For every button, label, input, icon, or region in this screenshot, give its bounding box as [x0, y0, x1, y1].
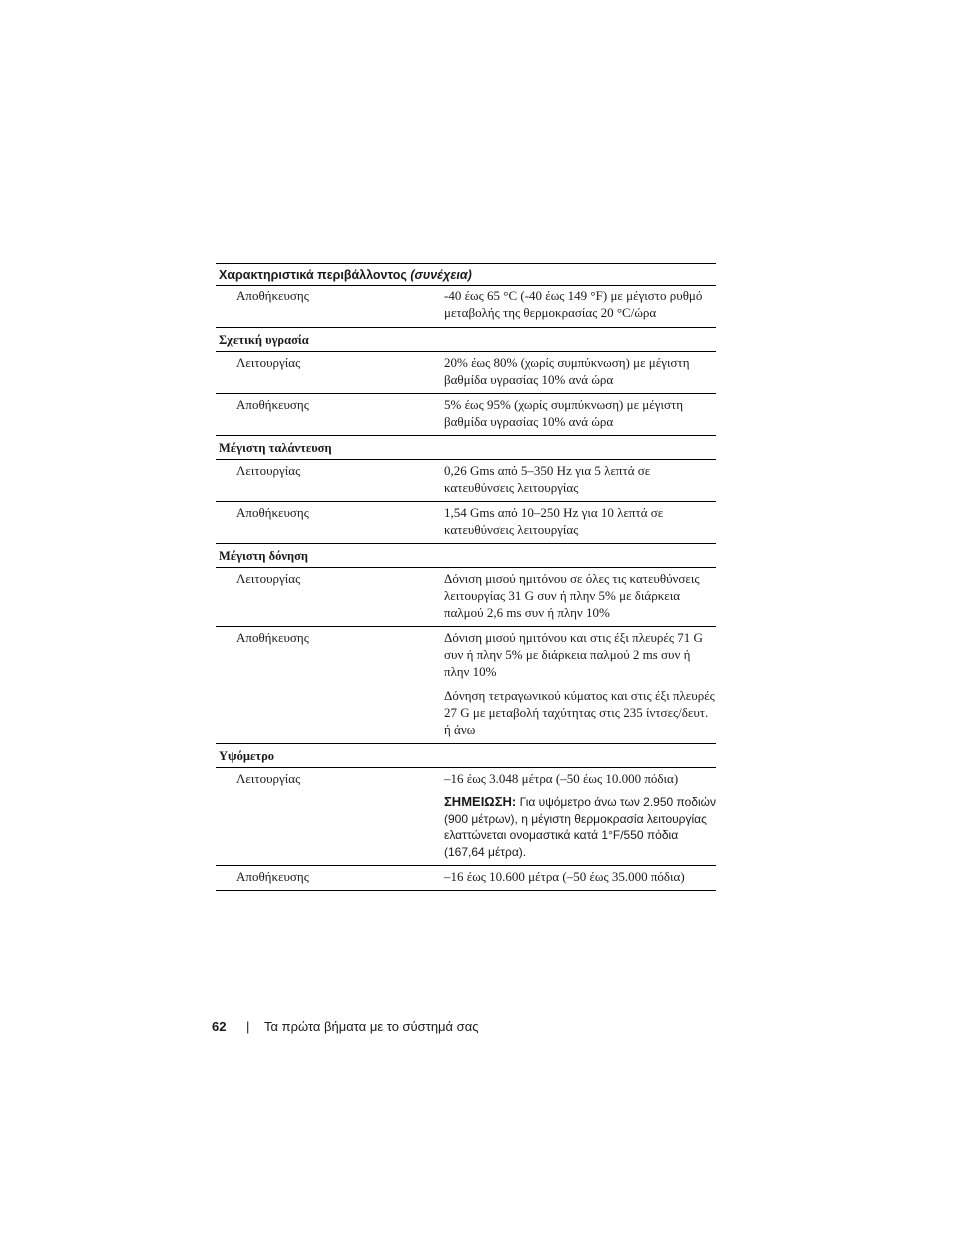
table-row	[216, 394, 716, 436]
humidity-operating-value: 20% έως 80% (χωρίς συμπύκνωση) με μέγιστη βαθμίδα υγρασίας 10% ανά ώρα	[432, 352, 716, 394]
humidity-operating-label: Λειτουργίας	[216, 352, 432, 394]
table-row	[216, 627, 716, 744]
table-row	[216, 768, 716, 866]
environmental-specs-table	[216, 263, 716, 891]
shock-storage-label: Αποθήκευσης	[216, 627, 432, 744]
vibration-heading: Μέγιστη ταλάντευση	[216, 436, 716, 460]
table-row	[216, 460, 716, 502]
shock-operating-label: Λειτουργίας	[216, 568, 432, 627]
page-number: 62	[212, 1019, 227, 1034]
table-row	[216, 866, 716, 891]
note-label: ΣΗΜΕΙΩΣΗ:	[444, 794, 517, 809]
humidity-heading: Σχετική υγρασία	[216, 328, 716, 352]
altitude-operating-label: Λειτουργίας	[216, 768, 432, 866]
shock-storage-paragraph-1: Δόνιση μισού ημιτόνου και στις έξι πλευρές 71 G συν ή πλην 5% με διάρκεια παλμού 2 ms συν ή πλην 10%	[444, 630, 703, 679]
footer-title: Τα πρώτα βήματα με το σύστημά σας	[264, 1019, 479, 1034]
vibration-operating-label: Λειτουργίας	[216, 460, 432, 502]
shock-heading: Μέγιστη δόνηση	[216, 544, 716, 568]
temperature-storage-value: -40 έως 65 °C (-40 έως 149 °F) με μέγιστο ρυθμό μεταβολής της θερμοκρασίας 20 °C/ώρα	[432, 286, 716, 328]
table-row	[216, 352, 716, 394]
altitude-storage-value: –16 έως 10.600 μέτρα (–50 έως 35.000 πόδια)	[432, 866, 716, 891]
altitude-note	[444, 794, 716, 860]
table-row	[216, 286, 716, 328]
section-row	[216, 328, 716, 352]
altitude-operating-value	[432, 768, 716, 866]
table-title-continued: (συνέχεια)	[410, 268, 472, 282]
shock-operating-value: Δόνιση μισού ημιτόνου σε όλες τις κατευθύνσεις λειτουργίας 31 G συν ή πλην 5% με διάρκεια παλμού 2,6 ms συν ή πλην 10%	[432, 568, 716, 627]
temperature-storage-label: Αποθήκευσης	[216, 286, 432, 328]
vibration-operating-value: 0,26 Gms από 5–350 Hz για 5 λεπτά σε κατευθύνσεις λειτουργίας	[432, 460, 716, 502]
vibration-storage-value: 1,54 Gms από 10–250 Hz για 10 λεπτά σε κατευθύνσεις λειτουργίας	[432, 502, 716, 544]
humidity-storage-label: Αποθήκευσης	[216, 394, 432, 436]
section-row	[216, 544, 716, 568]
vibration-storage-label: Αποθήκευσης	[216, 502, 432, 544]
table-title-row	[216, 264, 716, 286]
section-row	[216, 436, 716, 460]
shock-storage-value	[432, 627, 716, 744]
page-footer	[212, 1018, 478, 1036]
note-text: Για υψόμετρο άνω των 2.950 ποδιών (900 μέτρων), η μέγιστη θερμοκρασία λειτουργίας ελαττώνεται ονομαστικά κατά 1°F/550 πόδια (167,64 μέτρα).	[444, 795, 717, 859]
table-title-main: Χαρακτηριστικά περιβάλλοντος	[219, 268, 407, 282]
table-title	[216, 264, 716, 286]
table-row	[216, 502, 716, 544]
table-row	[216, 568, 716, 627]
footer-separator: |	[246, 1019, 250, 1034]
altitude-heading: Υψόμετρο	[216, 744, 716, 768]
section-row	[216, 744, 716, 768]
shock-storage-paragraph-2: Δόνηση τετραγωνικού κύματος και στις έξι πλευρές 27 G με μεταβολή ταχύτητας στις 235 ίντσες/δευτ. ή άνω	[444, 688, 715, 737]
humidity-storage-value: 5% έως 95% (χωρίς συμπύκνωση) με μέγιστη βαθμίδα υγρασίας 10% ανά ώρα	[432, 394, 716, 436]
altitude-operating-range: –16 έως 3.048 μέτρα (–50 έως 10.000 πόδια)	[444, 771, 679, 786]
altitude-storage-label: Αποθήκευσης	[216, 866, 432, 891]
